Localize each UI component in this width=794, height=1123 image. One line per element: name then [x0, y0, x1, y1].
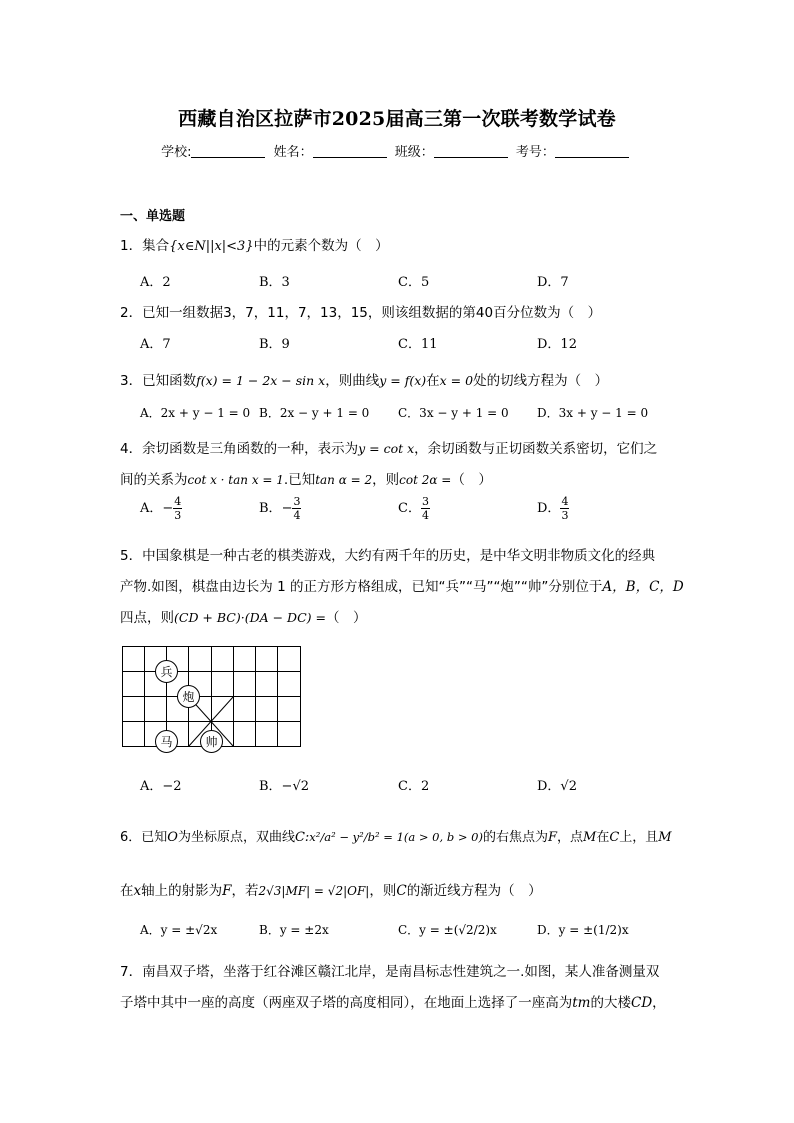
- page-title: 西藏自治区拉萨市2025届高三第一次联考数学试卷: [178, 108, 616, 130]
- question-5-line-1: 5．中国象棋是一种古老的棋类游戏，大约有两千年的历史，是中华文明非物质文化的经典: [120, 548, 656, 564]
- q2-option-c[interactable]: C．11: [398, 337, 438, 352]
- q3-text-4: 处的切线方程为（ ）: [473, 373, 609, 389]
- q4-d-den: 3: [561, 509, 569, 522]
- chessboard-figure: [118, 642, 304, 754]
- q6-option-d[interactable]: D．y = ±(1/2)x: [537, 923, 629, 937]
- q6-option-c[interactable]: C．y = ±(√2/2)x: [398, 923, 497, 937]
- q6-text-6: 上，且: [619, 830, 659, 845]
- name-blank[interactable]: [313, 144, 387, 158]
- q6-equation: x²/a² − y²/b² = 1(a > 0, b > 0): [309, 830, 483, 844]
- question-2: 2．已知一组数据3，7，11，7，13，15，则该组数据的第40百分位数为（ ）: [120, 305, 602, 321]
- q6-c: C:: [294, 830, 310, 845]
- exam-no-blank[interactable]: [555, 144, 629, 158]
- q2-option-b[interactable]: B．9: [259, 337, 290, 352]
- q4-text-3: 间的关系为: [120, 472, 188, 488]
- q4-a-den: 3: [174, 509, 182, 522]
- school-label: 学校:: [161, 145, 192, 160]
- q6-f2: F: [222, 883, 232, 899]
- q4-a-fraction: [173, 496, 182, 521]
- q4-option-d[interactable]: [537, 496, 569, 521]
- q4-c-num: 3: [421, 495, 429, 508]
- q5-option-d[interactable]: D．√2: [537, 779, 577, 794]
- exam-no-label: 考号：: [515, 145, 555, 160]
- q4-tan: tan α = 2: [315, 473, 373, 487]
- piece-bing-label: 兵: [160, 665, 173, 679]
- q5-text-2: 四点，则: [120, 610, 174, 626]
- q6-f: F: [547, 830, 557, 845]
- question-3: [120, 369, 608, 389]
- q6-option-b[interactable]: B．y = ±2x: [259, 923, 329, 937]
- q4-c-label: C．: [398, 501, 421, 516]
- q5-text: 产物.如图，棋盘由边长为 1 的正方形方格组成，已知“兵”“马”“炮”“帅”分别位于: [120, 579, 603, 595]
- q4-text-6: （ ）: [451, 472, 492, 488]
- q1-option-b[interactable]: B．3: [259, 275, 290, 290]
- q3-option-b[interactable]: B．2x − y + 1 = 0: [259, 406, 370, 420]
- q6-m: M: [583, 830, 597, 845]
- q6-m2: M: [658, 830, 672, 845]
- q6-option-a[interactable]: A．y = ±√2x: [140, 923, 218, 937]
- q6-text-3: 的右焦点为: [482, 830, 548, 845]
- name-label: 姓名：: [273, 145, 313, 160]
- q2-option-a[interactable]: A．7: [140, 337, 171, 352]
- piece-pao-label: 炮: [182, 690, 195, 704]
- q1-option-d[interactable]: D．7: [537, 275, 569, 290]
- q6-o: O: [167, 830, 178, 845]
- q6-text-4: ，点: [556, 830, 583, 845]
- q3-curve: y = f(x): [379, 373, 427, 388]
- q4-text-5: ，则: [372, 472, 400, 488]
- q1-text: 1．集合: [120, 238, 170, 254]
- q4-cot2a: cot 2α =: [399, 473, 452, 487]
- q6-text-5: 在: [596, 830, 610, 845]
- q3-text-3: 在: [426, 373, 440, 389]
- q5-text-3: （ ）: [325, 610, 367, 626]
- q7-cd: CD: [630, 995, 653, 1011]
- q3-text-2: ，则曲线: [325, 373, 380, 389]
- q4-a-num: 4: [174, 495, 182, 508]
- piece-ma-label: 马: [160, 735, 173, 749]
- question-4-line-2: [120, 468, 492, 488]
- question-5-line-3: [120, 606, 366, 626]
- q4-d-num: 4: [561, 495, 569, 508]
- question-6-line-1: [120, 826, 672, 845]
- piece-shuai-label: 帅: [205, 735, 218, 749]
- q6-text-7: 在: [120, 883, 134, 899]
- q4-text: 4．余切函数是三角函数的一种，表示为: [120, 441, 359, 457]
- q4-option-c[interactable]: [398, 496, 430, 521]
- q4-a-sign: −: [162, 501, 174, 516]
- q1-text-end: 中的元素个数为（ ）: [253, 238, 389, 254]
- q4-d-fraction: [560, 496, 569, 521]
- q2-option-d[interactable]: D．12: [537, 337, 577, 352]
- q6-text-8: 轴上的射影为: [141, 883, 223, 899]
- q4-option-a[interactable]: [140, 496, 182, 521]
- question-7-line-1: 7．南昌双子塔，坐落于红谷滩区赣江北岸，是南昌标志性建筑之一.如图，某人准备测量双: [120, 964, 660, 980]
- q6-c3: C: [396, 883, 407, 899]
- q3-option-d[interactable]: D．3x + y − 1 = 0: [537, 406, 649, 420]
- q4-c-den: 4: [421, 509, 429, 522]
- q3-point: x = 0: [439, 373, 474, 388]
- question-4-line-1: [120, 437, 657, 457]
- q6-x: x: [133, 883, 142, 899]
- q4-b-fraction: [292, 496, 301, 521]
- q4-a-label: A．: [140, 501, 163, 516]
- q5-vector-expr: (CD + BC)·(DA − DC) =: [174, 610, 326, 625]
- question-1: [120, 234, 389, 254]
- q7-comma: ，: [652, 995, 666, 1011]
- q7-height: tm: [572, 995, 591, 1011]
- section-heading: 一、单选题: [120, 209, 186, 224]
- question-7-line-2: [120, 991, 666, 1011]
- q3-text: 3．已知函数: [120, 373, 197, 389]
- q5-option-c[interactable]: C．2: [398, 779, 430, 794]
- q4-option-b[interactable]: [259, 496, 301, 521]
- q6-text-9: ，若: [231, 883, 259, 899]
- class-blank[interactable]: [434, 144, 508, 158]
- q7-text-2: 的大楼: [590, 995, 631, 1011]
- student-info-line: [0, 141, 794, 160]
- q3-function: f(x) = 1 − 2x − sin x: [196, 373, 326, 388]
- q1-option-a[interactable]: A．2: [140, 275, 171, 290]
- q5-option-b[interactable]: B．−√2: [259, 779, 310, 794]
- q1-option-c[interactable]: C．5: [398, 275, 430, 290]
- q4-c-fraction: [421, 496, 430, 521]
- q1-set: {x∈N||x|<3}: [169, 239, 254, 254]
- q7-text: 子塔中其中一座的高度（两座双子塔的高度相同），在地面上选择了一座高为: [120, 995, 573, 1011]
- q4-text-2: ，余切函数与正切函数关系密切，它们之: [414, 441, 658, 457]
- q6-condition: 2√3|MF| = √2|OF|: [258, 884, 370, 898]
- q4-b-label: B．: [259, 501, 282, 516]
- q5-option-a[interactable]: A．−2: [140, 779, 182, 794]
- q4-cot: y = cot x: [358, 441, 415, 456]
- q5-points: A，B，C，D: [602, 579, 684, 595]
- q3-option-c[interactable]: C．3x − y + 1 = 0: [398, 406, 509, 420]
- q6-text: 6．已知: [120, 830, 168, 845]
- school-blank[interactable]: [191, 144, 265, 158]
- q4-text-4: .已知: [283, 472, 316, 488]
- q6-text-2: 为坐标原点，双曲线: [177, 830, 295, 845]
- question-5-line-2: [120, 575, 684, 595]
- q6-text-11: 的渐近线方程为（ ）: [406, 883, 542, 899]
- q4-d-label: D．: [537, 501, 561, 516]
- q4-relation: cot x · tan x = 1: [187, 473, 284, 487]
- q4-b-num: 3: [293, 495, 301, 508]
- piece-pao: [178, 686, 200, 708]
- class-label: 班级：: [394, 145, 434, 160]
- q6-text-10: ，则: [369, 883, 397, 899]
- q3-option-a[interactable]: A．2x + y − 1 = 0: [140, 406, 251, 420]
- piece-bing: [156, 661, 178, 683]
- question-6-line-2: [120, 879, 542, 899]
- q6-c2: C: [609, 830, 620, 845]
- piece-shuai: [201, 731, 223, 753]
- q4-b-sign: −: [281, 501, 293, 516]
- q4-b-den: 4: [293, 509, 301, 522]
- piece-ma: [156, 731, 178, 753]
